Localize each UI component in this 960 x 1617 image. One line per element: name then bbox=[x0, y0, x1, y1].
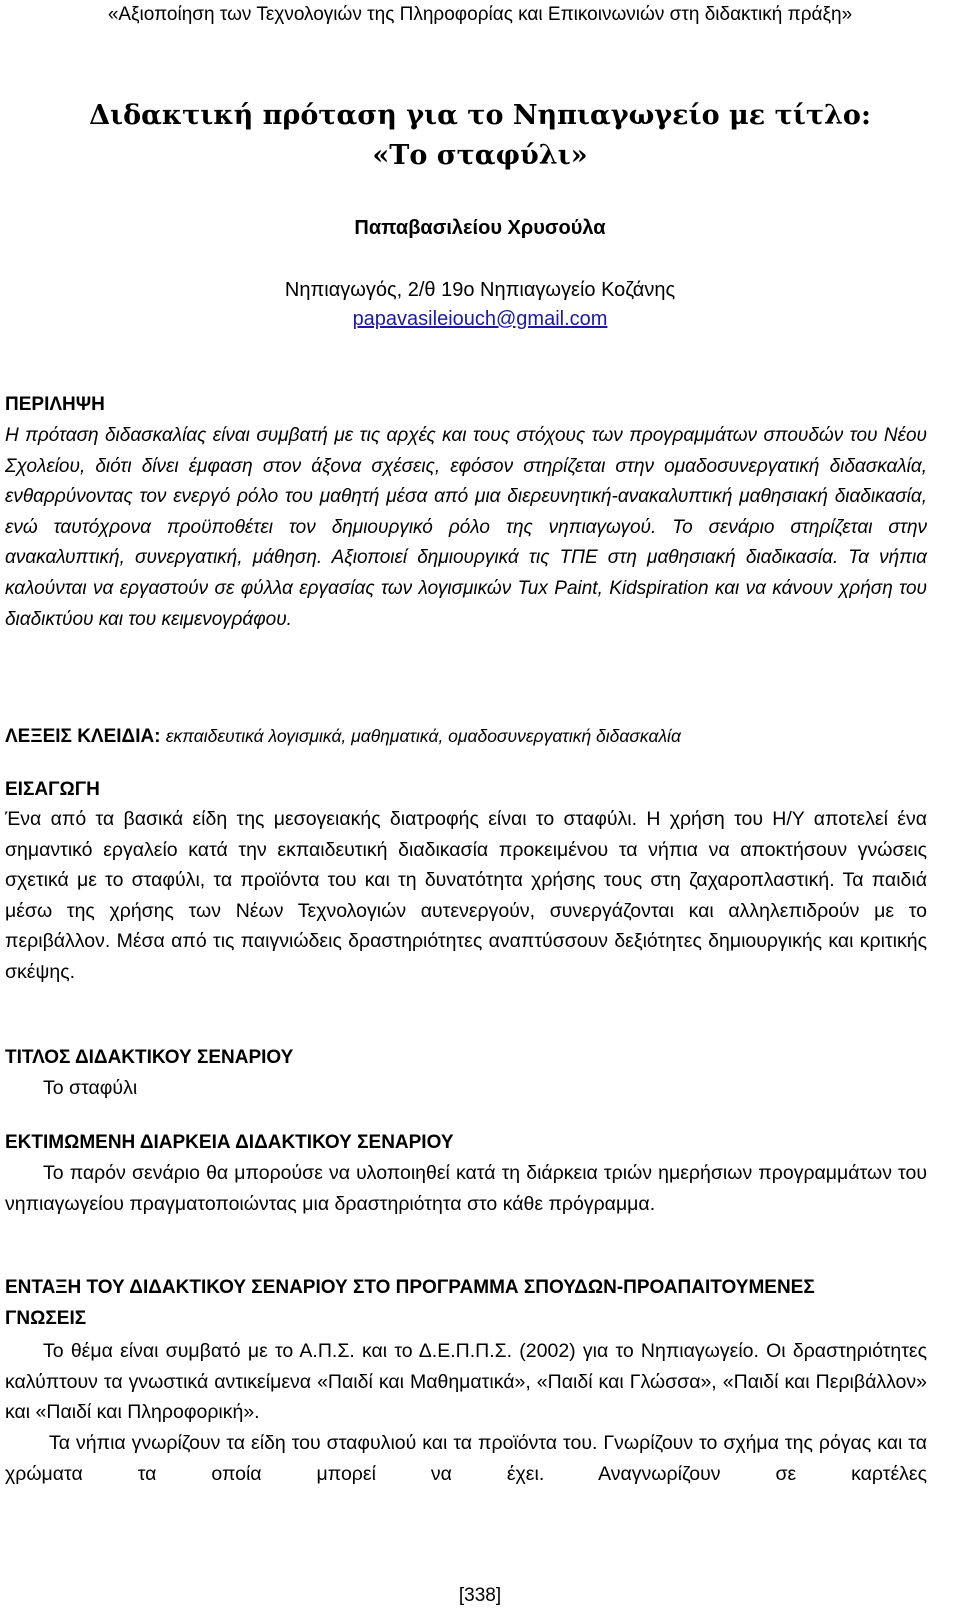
author-affiliation: Νηπιαγωγός, 2/θ 19ο Νηπιαγωγείο Κοζάνης bbox=[284, 279, 676, 301]
paper-title-line-2: «Το σταφύλι» bbox=[372, 140, 588, 171]
duration-text: Το παρόν σενάριο θα μπορούσε να υλοποιηθεί κατά τη διάρκεια τριών ημερήσιων προγραμμάτων του νηπιαγωγείου πραγματοποιώντας μια δραστηριότητα στο κάθε πρόγραμμα. bbox=[5, 1162, 927, 1215]
introduction-text: Ένα από τα βασικά είδη της μεσογειακής διατροφής είναι το σταφύλι. Η χρήση του Η/Υ αποτελεί ένα σημαντικό εργαλείο κατά την εκπαιδευτική διαδικασία προκειμένου τα νήπια να αποκτήσουν γνώσεις σχετικά με το σταφύλι, τα προϊόντα του και τη δυνατότητα χρήσης τους στη ζαχαροπλαστική. Τα παιδιά μέσω της χρήσης των Νέων Τεχνολογιών αυτενεργούν, συνεργάζονται και αλληλεπιδρούν με το περιβάλλον. Μέσα από τις παιγνιώδεις δραστηριότητες αναπτύσσουν δεξιότητες δημιουργικής και κριτικής σκέψης. bbox=[5, 808, 927, 983]
curriculum-text-2: Τα νήπια γνωρίζουν τα είδη του σταφυλιού και τα προϊόντα του. Γνωρίζουν το σχήμα της ρόγας και τα χρώματα τα οποία μπορεί να έχει. Αναγνωρίζουν σε καρτέλες bbox=[5, 1432, 927, 1485]
scenario-title-heading: ΤΙΤΛΟΣ ΔΙΔΑΚΤΙΚΟΥ ΣΕΝΑΡΙΟΥ bbox=[5, 1047, 294, 1068]
curriculum-heading-line-2: ΓΝΩΣΕΙΣ bbox=[5, 1308, 87, 1329]
keywords-label: ΛΕΞΕΙΣ ΚΛΕΙΔΙΑ: bbox=[5, 726, 161, 747]
curriculum-heading-line-1: ΕΝΤΑΞΗ ΤΟΥ ΔΙΔΑΚΤΙΚΟΥ ΣΕΝΑΡΙΟΥ ΣΤΟ ΠΡΟΓΡΑΜΜΑ ΣΠΟΥΔΩΝ-ΠΡΟΑΠΑΙΤΟΥΜΕΝΕΣ bbox=[5, 1277, 815, 1298]
author-email-link[interactable]: papavasileiouch@gmail.com bbox=[352, 308, 608, 330]
scenario-title-text: Το σταφύλι bbox=[43, 1077, 138, 1099]
abstract-heading: ΠΕΡΙΛΗΨΗ bbox=[5, 394, 105, 415]
paper-title-line-1: Διδακτική πρόταση για το Νηπιαγωγείο με τίτλο: bbox=[89, 100, 871, 131]
page-number: [338] bbox=[458, 1585, 502, 1606]
author-email-line bbox=[0, 305, 960, 333]
keywords-line bbox=[5, 722, 681, 751]
abstract-text: Η πρόταση διδασκαλίας είναι συμβατή με τις αρχές και τους στόχους των προγραμμάτων σπουδών του Νέου Σχολείου, διότι δίνει έμφαση στον άξονα σχέσεις, εφόσον στηρίζεται στην ομαδοσυνεργατική διδασκαλία, ενθαρρύνοντας τον ενεργό ρόλο του μαθητή μέσα από μια διερευνητική-ανακαλυπτική μαθησιακή διαδικασία, ενώ ταυτόχρονα προϋποθέτει τον δημιουργικό ρόλο της νηπιαγωγού. Το σενάριο στηρίζεται στην ανακαλυπτική, συνεργατική, μάθηση. Αξιοποιεί δημιουργικά τις ΤΠΕ στη μαθησιακή διαδικασία. Τα νήπια καλούνται να εργαστούν σε φύλλα εργασίας των λογισμικών Tux Paint, Kidspiration και να κάνουν χρήση του διαδικτύου και του κειμενογράφου. bbox=[5, 425, 927, 630]
author-name: Παπαβασιλείου Χρυσούλα bbox=[354, 217, 606, 239]
introduction-heading: ΕΙΣΑΓΩΓΗ bbox=[5, 779, 100, 800]
keywords-text: εκπαιδευτικά λογισμικά, μαθηματικά, ομαδοσυνεργατική διδασκαλία bbox=[165, 726, 681, 746]
running-header: «Αξιοποίηση των Τεχνολογιών της Πληροφορίας και Επικοινωνιών στη διδακτική πράξη» bbox=[107, 4, 853, 25]
duration-heading: ΕΚΤΙΜΩΜΕΝΗ ΔΙΑΡΚΕΙΑ ΔΙΔΑΚΤΙΚΟΥ ΣΕΝΑΡΙΟΥ bbox=[5, 1132, 454, 1153]
curriculum-text-1: Το θέμα είναι συμβατό με το Α.Π.Σ. και το Δ.Ε.Π.Π.Σ. (2002) για το Νηπιαγωγείο. Οι δραστηριότητες καλύπτουν τα γνωστικά αντικείμενα «Παιδί και Μαθηματικά», «Παιδί και Γλώσσα», «Παιδί και Περιβάλλον» και «Παιδί και Πληροφορική». bbox=[5, 1340, 927, 1424]
